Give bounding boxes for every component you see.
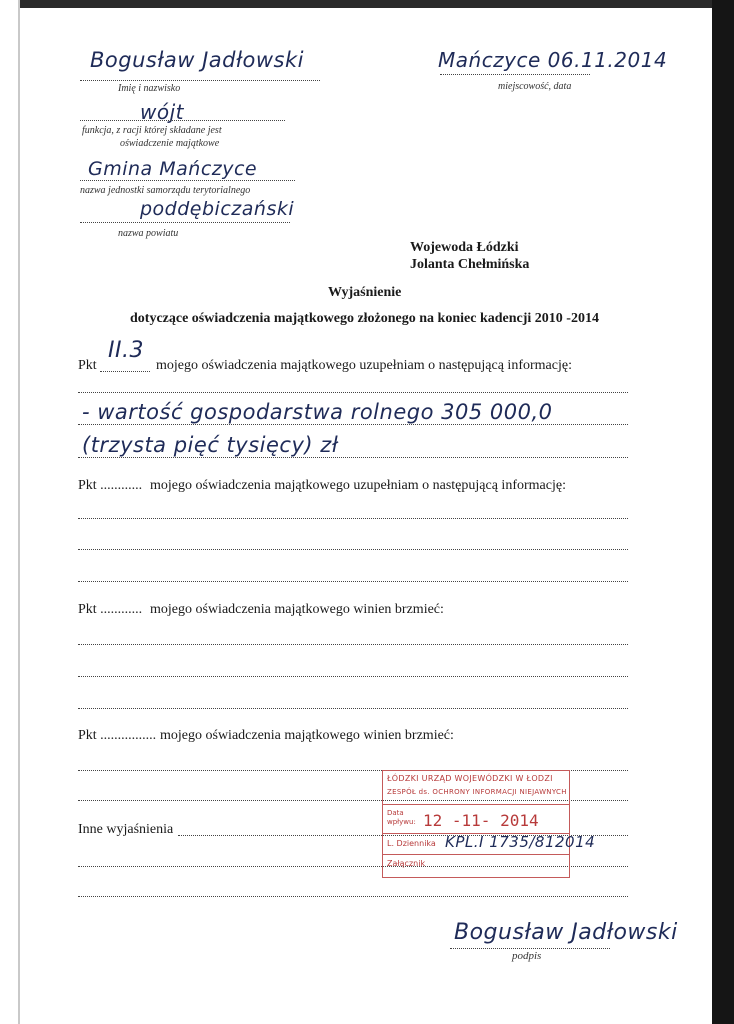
page-left-edge	[18, 0, 20, 1024]
section-1-text: mojego oświadczenia majątkowego uzupełniam o następującą informację:	[156, 358, 572, 373]
section-3-line-2	[78, 676, 628, 677]
unit-caption: nazwa jednostki samorządu terytorialnego	[80, 185, 251, 196]
function-handwritten: wójt	[140, 100, 184, 124]
signature-dotted-line	[450, 948, 610, 949]
scan-right-border	[712, 0, 734, 1024]
section-2-line-3	[78, 581, 628, 582]
stamp-date: 12 -11- 2014	[423, 811, 539, 830]
function-caption-2: oświadczenie majątkowe	[120, 138, 220, 149]
section-1-answer-line-1: - wartość gospodarstwa rolnego 305 000,0	[82, 400, 553, 424]
addressee-line-1: Wojewoda Łódzki	[410, 240, 519, 255]
county-handwritten: poddębiczański	[140, 198, 295, 220]
function-dotted-line	[80, 120, 285, 121]
stamp-divider-3	[383, 854, 569, 855]
place-date-dotted-line	[440, 74, 590, 75]
stamp-dziennik-handwritten: KPL.I 1735/812014	[445, 833, 596, 851]
section-1-number-handwritten: II.3	[108, 338, 144, 363]
section-1-line-3	[78, 457, 628, 458]
county-dotted-line	[80, 222, 290, 223]
scan-top-border	[20, 0, 734, 8]
section-2-text: mojego oświadczenia majątkowego uzupełniam o następującą informację:	[150, 478, 566, 493]
section-4-text: mojego oświadczenia majątkowego winien brzmieć:	[160, 728, 454, 743]
place-date-handwritten: Mańczyce 06.11.2014	[438, 48, 668, 72]
section-1-prefix: Pkt	[78, 358, 97, 373]
addressee-line-2: Jolanta Chełmińska	[410, 257, 530, 272]
section-1-line-2	[78, 424, 628, 425]
name-caption: Imię i nazwisko	[118, 83, 181, 94]
unit-handwritten: Gmina Mańczyce	[88, 158, 258, 180]
signature-handwritten: Bogusław Jadłowski	[454, 920, 678, 945]
signature-caption: podpis	[512, 950, 542, 962]
stamp-dziennik-label: L. Dziennika	[387, 839, 436, 848]
other-label: Inne wyjaśnienia	[78, 822, 174, 837]
section-3-prefix: Pkt ............	[78, 602, 143, 617]
section-2-line-2	[78, 549, 628, 550]
stamp-wplywu-label: wpływu:	[387, 818, 416, 826]
place-date-caption: miejscowość, data	[498, 81, 572, 92]
stamp-zalacznik-label: Załącznik	[387, 859, 426, 868]
section-2-line-1	[78, 518, 628, 519]
section-3-line-1	[78, 644, 628, 645]
stamp-divider-1	[383, 804, 569, 805]
stamp-data-label: Data	[387, 809, 404, 817]
section-2-prefix: Pkt ............	[78, 478, 143, 493]
function-caption-1: funkcja, z racji której składane jest	[82, 125, 222, 136]
document-title: Wyjaśnienie	[328, 285, 402, 300]
section-1-number-dots	[100, 371, 150, 372]
county-caption: nazwa powiatu	[118, 228, 179, 239]
stamp-office-line: ŁÓDZKI URZĄD WOJEWÓDZKI W ŁODZI	[387, 774, 553, 783]
name-handwritten: Bogusław Jadłowski	[90, 48, 304, 72]
stamp-team-line: ZESPÓŁ ds. OCHRONY INFORMACJI NIEJAWNYCH	[387, 788, 567, 796]
registry-stamp	[382, 770, 596, 878]
section-3-text: mojego oświadczenia majątkowego winien brzmieć:	[150, 602, 444, 617]
section-3-line-3	[78, 708, 628, 709]
other-line-3	[78, 896, 628, 897]
name-dotted-line	[80, 80, 320, 81]
document-subtitle: dotyczące oświadczenia majątkowego złożonego na koniec kadencji 2010 -2014	[130, 311, 599, 326]
section-1-line-1	[78, 392, 628, 393]
unit-dotted-line	[80, 180, 295, 181]
section-1-answer-line-2: (trzysta pięć tysięcy) zł	[82, 433, 339, 457]
section-4-prefix: Pkt ................	[78, 728, 157, 743]
